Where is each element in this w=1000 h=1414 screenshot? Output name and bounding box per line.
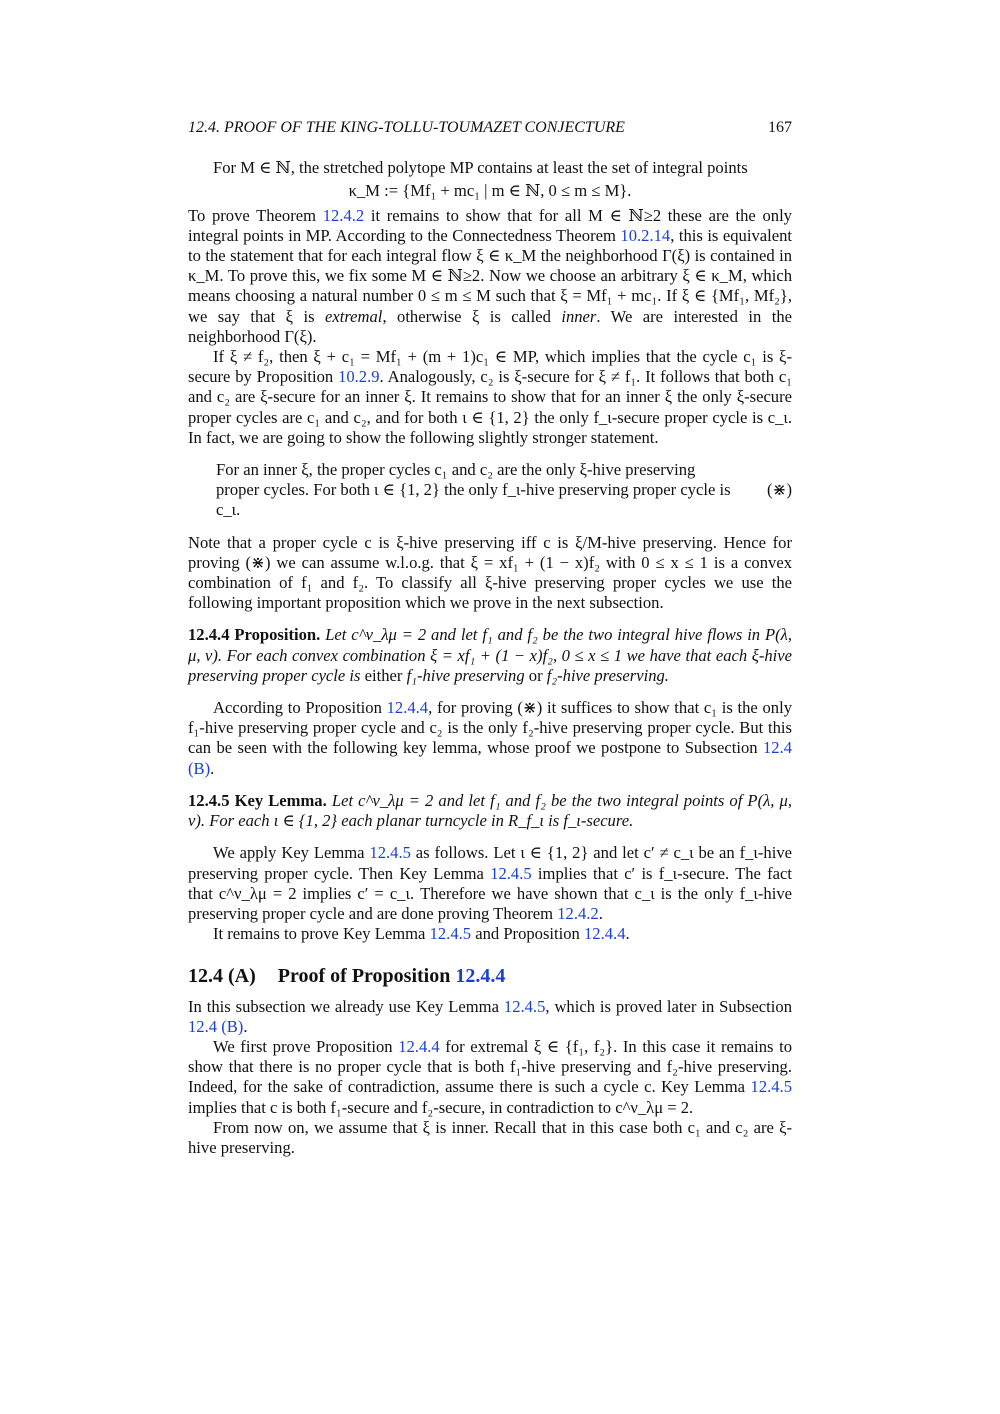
paragraph-theorem-reduction: To prove Theorem 12.4.2 it remains to show that for all M ∈ ℕ≥2 these are the only integral points in MP. According to the Connectedness Theorem 10.2.14, this is equivalent to the statement that for each integral flow ξ ∈ κ_M the neighborhood Γ(ξ) is contained in κ_M. To prove this, we fix some M ∈ ℕ≥2. Now we choose an arbitrary ξ ∈ κ_M, which means choosing a natural number 0 ≤ m ≤ M such that ξ = Mf₁ + mc₁. If ξ ∈ {Mf₁, Mf₂}, we say that ξ is extremal, otherwise ξ is called inner. We are interested in the neighborhood Γ(ξ). <box>188 205 793 346</box>
ref-lemma-12-4-5[interactable]: 12.4.5 <box>490 863 532 883</box>
statement-tag: (⋇) <box>767 480 792 500</box>
ref-subsection-12-4-b[interactable]: 12.4 (B) <box>188 1016 244 1036</box>
ref-subsection-12-4-b[interactable]: 12.4 (B) <box>188 738 792 778</box>
paragraph-convex-combination: Note that a proper cycle c is ξ-hive preserving iff c is ξ/M-hive preserving. Hence for proving (⋇) we can assume w.l.o.g. that ξ = xf₁ + (1 − x)f₂ with 0 ≤ x ≤ 1 is a convex combination of f₁ and f₂. To classify all ξ-hive preserving proper cycles we use the following important proposition which we prove in the next subsection. <box>188 532 792 613</box>
paragraph-secure-cycles: If ξ ≠ f₂, then ξ + c₁ = Mf₁ + (m + 1)c₁ ∈ MP, which implies that the cycle c₁ is ξ-secure by Proposition 10.2.9. Analogously, c₂ is ξ-secure for ξ ≠ f₁. It follows that both c₁ and c₂ are ξ-secure for an inner ξ. It remains to show that for an inner ξ the only ξ-secure proper cycles are c₁ and c₂, and for both ι ∈ {1, 2} the only f_ι-secure proper cycle is c_ι. In fact, we are going to show the following slightly stronger statement. <box>188 347 792 447</box>
paragraph-extremal-case: We first prove Proposition 12.4.4 for extremal ξ ∈ {f₁, f₂}. In this case it remains to show that there is no proper cycle that is both f₁-hive preserving and f₂-hive preserving. Indeed, for the sake of contradiction, assume there is such a cycle c. Key Lemma 12.4.5 implies that c is both f₁-secure and f₂-secure, in contradiction to c^ν_λμ = 2. <box>188 1036 792 1117</box>
ref-lemma-12-4-5[interactable]: 12.4.5 <box>503 996 546 1016</box>
paragraph-apply-lemma: We apply Key Lemma 12.4.5 as follows. Let ι ∈ {1, 2} and let c′ ≠ c_ι be an f_ι-hive preserving proper cycle. Then Key Lemma 12.4.5 implies that c′ is f_ι-secure. The fact that c^ν_λμ = 2 implies c′ = c_ι. Therefore we have shown that c_ι is the only f_ι-hive preserving proper cycle and are done proving Theorem 12.4.2. <box>188 843 792 923</box>
ref-lemma-12-4-5[interactable]: 12.4.5 <box>429 924 472 944</box>
paragraph-remaining: It remains to prove Key Lemma 12.4.5 and Proposition 12.4.4. <box>213 924 630 944</box>
display-equation-kappa: κ_M := {Mf₁ + mc₁ | m ∈ ℕ, 0 ≤ m ≤ M}. <box>348 181 632 201</box>
paragraph-intro: For M ∈ ℕ, the stretched polytope MP contains at least the set of integral points <box>213 158 748 178</box>
stronger-statement <box>216 460 792 521</box>
ref-lemma-12-4-5[interactable]: 12.4.5 <box>750 1077 792 1097</box>
ref-theorem-12-4-2[interactable]: 12.4.2 <box>322 205 365 225</box>
section-heading: 12.4 (A) Proof of Proposition 12.4.4 <box>188 965 506 988</box>
section-number: 12.4 (A) <box>188 965 256 988</box>
paragraph-subsection-intro: In this subsection we already use Key Lemma 12.4.5, which is proved later in Subsection 12.4 (B). <box>188 996 792 1036</box>
ref-proposition-12-4-4[interactable]: 12.4.4 <box>386 698 429 718</box>
ref-section-proposition[interactable]: 12.4.4 <box>455 965 506 988</box>
page-number: 167 <box>768 119 792 136</box>
ref-proposition-12-4-4[interactable]: 12.4.4 <box>398 1036 440 1056</box>
ref-theorem-10-2-14[interactable]: 10.2.14 <box>620 225 671 245</box>
proposition-12-4-4: 12.4.4 Proposition. Let c^ν_λμ = 2 and let f₁ and f₂ be the two integral hive flows in P(λ, μ, ν). For each convex combination ξ = xf₁ + (1 − x)f₂, 0 ≤ x ≤ 1 we have that each ξ-hive preserving proper cycle is either f₁-hive preserving or f₂-hive preserving. <box>188 625 792 685</box>
page <box>188 118 792 1158</box>
lemma-label: 12.4.5 Key Lemma. <box>188 790 327 810</box>
paragraph-proposition-use: According to Proposition 12.4.4, for proving (⋇) it suffices to show that c₁ is the only f₁-hive preserving proper cycle and c₂ is the only f₂-hive preserving proper cycle. But this can be seen with the following key lemma, whose proof we postpone to Subsection 12.4 (B). <box>188 698 793 778</box>
ref-lemma-12-4-5[interactable]: 12.4.5 <box>369 843 411 863</box>
stronger-statement-text: For an inner ξ, the proper cycles c₁ and c₂ are the only ξ-hive preserving proper cycles. For both ι ∈ {1, 2} the only f_ι-hive preserving proper cycle is c_ι. <box>216 460 731 520</box>
paragraph-inner-case: From now on, we assume that ξ is inner. Recall that in this case both c₁ and c₂ are ξ-hive preserving. <box>188 1117 792 1157</box>
ref-proposition-12-4-4[interactable]: 12.4.4 <box>584 924 626 944</box>
ref-theorem-12-4-2[interactable]: 12.4.2 <box>557 903 599 923</box>
key-lemma-12-4-5: 12.4.5 Key Lemma. Let c^ν_λμ = 2 and let f₁ and f₂ be the two integral points of P(λ, μ, ν). For each ι ∈ {1, 2} each planar turncycle in R_f_ι is f_ι-secure. <box>188 790 792 831</box>
header-title: 12.4. PROOF OF THE KING-TOLLU-TOUMAZET CONJECTURE <box>188 119 625 136</box>
proposition-label: 12.4.4 Proposition. <box>188 625 321 645</box>
ref-proposition-10-2-9[interactable]: 10.2.9 <box>338 367 380 387</box>
running-header <box>188 118 792 138</box>
